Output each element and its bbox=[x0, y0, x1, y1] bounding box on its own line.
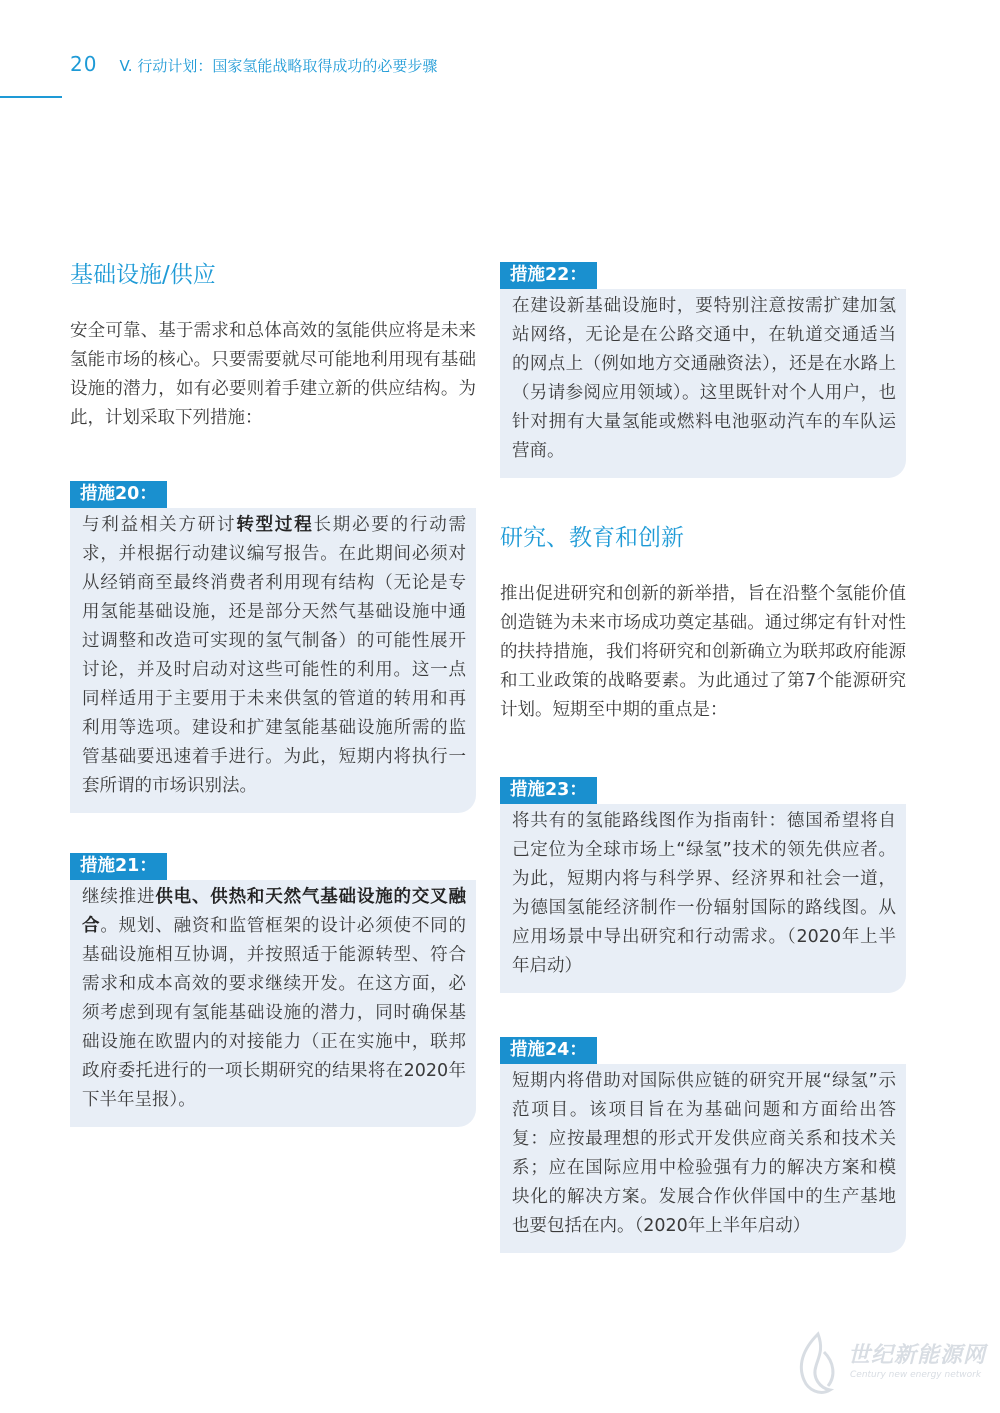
measure-21-box bbox=[70, 880, 476, 1127]
measure-20-text-part: 与利益相关方研讨 bbox=[82, 515, 237, 535]
left-column bbox=[70, 255, 476, 1127]
measure-21-text bbox=[82, 883, 466, 1115]
running-title: V. 行动计划：国家氢能战略取得成功的必要步骤 bbox=[119, 57, 438, 75]
measure-22-box bbox=[500, 289, 906, 478]
measure-24 bbox=[500, 1037, 906, 1253]
measure-21-text-part: 。规划、融资和监管框架的设计必须使不同的基础设施相互协调，并按照适于能源转型、符合需求和成本高效的要求继续开发。在这方面，必须考虑到现有氢能基础设施的潜力，同时确保基础设施在欧盟内的对接能力（正在实施中，联邦政府委托进行的一项长期研究的结果将在2020年下半年呈报）。 bbox=[82, 916, 467, 1110]
measure-23-text: 将共有的氢能路线图作为指南针：德国希望将自己定位为全球市场上“绿氢”技术的领先供应者。为此，短期内将与科学界、经济界和社会一道，为德国氢能经济制作一份辐射国际的路线图。从应用场景中导出研究和行动需求。（2020年上半年启动） bbox=[512, 811, 896, 976]
measure-23-box bbox=[500, 804, 906, 993]
measure-21-text-part: 继续推进 bbox=[82, 887, 156, 907]
section-heading-infrastructure: 基础设施/供应 bbox=[70, 262, 216, 288]
measure-20-bold: 转型过程 bbox=[236, 515, 314, 535]
measure-20-text-part: 长期必要的行动需求，并根据行动建议编写报告。在此期间必须对从经销商至最终消费者利用现有结构（无论是专用氢能基础设施，还是部分天然气基础设施中通过调整和改造可实现的氢气制备）的可能性展开讨论，并及时启动对这些可能性的利用。这一点同样适用于主要用于未来供氢的管道的转用和再利用等选项。建设和扩建氢能基础设施所需的监管基础要迅速着手进行。为此，短期内将执行一套所谓的市场识别法。 bbox=[82, 515, 467, 796]
infrastructure-intro: 安全可靠、基于需求和总体高效的氢能供应将是未来氢能市场的核心。只要需要就尽可能地利用现有基础设施的潜力，如有必要则着手建立新的供应结构。为此，计划采取下列措施： bbox=[70, 321, 476, 428]
measure-23 bbox=[500, 777, 906, 993]
measure-20-tag: 措施20： bbox=[70, 481, 167, 508]
right-column bbox=[500, 262, 906, 1253]
watermark-title: 世纪新能源网 bbox=[848, 1343, 987, 1368]
measure-20-text bbox=[82, 511, 466, 801]
page-header bbox=[70, 52, 437, 78]
measure-20 bbox=[70, 481, 476, 813]
measure-21 bbox=[70, 853, 476, 1127]
watermark bbox=[790, 1330, 1000, 1400]
measure-21-tag: 措施21： bbox=[70, 853, 167, 880]
measure-20-box bbox=[70, 508, 476, 813]
watermark-subtitle: Century new energy network bbox=[850, 1370, 982, 1380]
measure-24-text: 短期内将借助对国际供应链的研究开展“绿氢”示范项目。该项目旨在为基础问题和方面给出答复：应按最理想的形式开发供应商关系和技术关系；应在国际应用中检验强有力的解决方案和模块化的解决方案。发展合作伙伴国中的生产基地也要包括在内。（2020年上半年启动） bbox=[512, 1071, 896, 1236]
measure-22-tag: 措施22： bbox=[500, 262, 597, 289]
measure-22 bbox=[500, 262, 906, 478]
page-number: 20 bbox=[70, 52, 98, 76]
measure-21-bold: 供电、供热和天然气基础设施的交叉融合 bbox=[82, 887, 467, 936]
measure-22-text: 在建设新基础设施时，要特别注意按需扩建加氢站网络，无论是在公路交通中，在轨道交通适当的网点上（例如地方交通融资法），还是在水路上（另请参阅应用领域）。这里既针对个人用户，也针对拥有大量氢能或燃料电池驱动汽车的车队运营商。 bbox=[512, 296, 896, 461]
measure-24-tag: 措施24： bbox=[500, 1037, 597, 1064]
research-intro: 推出促进研究和创新的新举措，旨在沿整个氢能价值创造链为未来市场成功奠定基础。通过绑定有针对性的扶持措施，我们将研究和创新确立为联邦政府能源和工业政策的战略要素。为此通过了第7个能源研究计划。短期至中期的重点是： bbox=[500, 584, 906, 720]
section-heading-research: 研究、教育和创新 bbox=[500, 525, 684, 551]
measure-23-tag: 措施23： bbox=[500, 777, 597, 804]
flame-logo-icon bbox=[790, 1330, 846, 1400]
header-rule bbox=[0, 96, 62, 98]
measure-24-box bbox=[500, 1064, 906, 1253]
